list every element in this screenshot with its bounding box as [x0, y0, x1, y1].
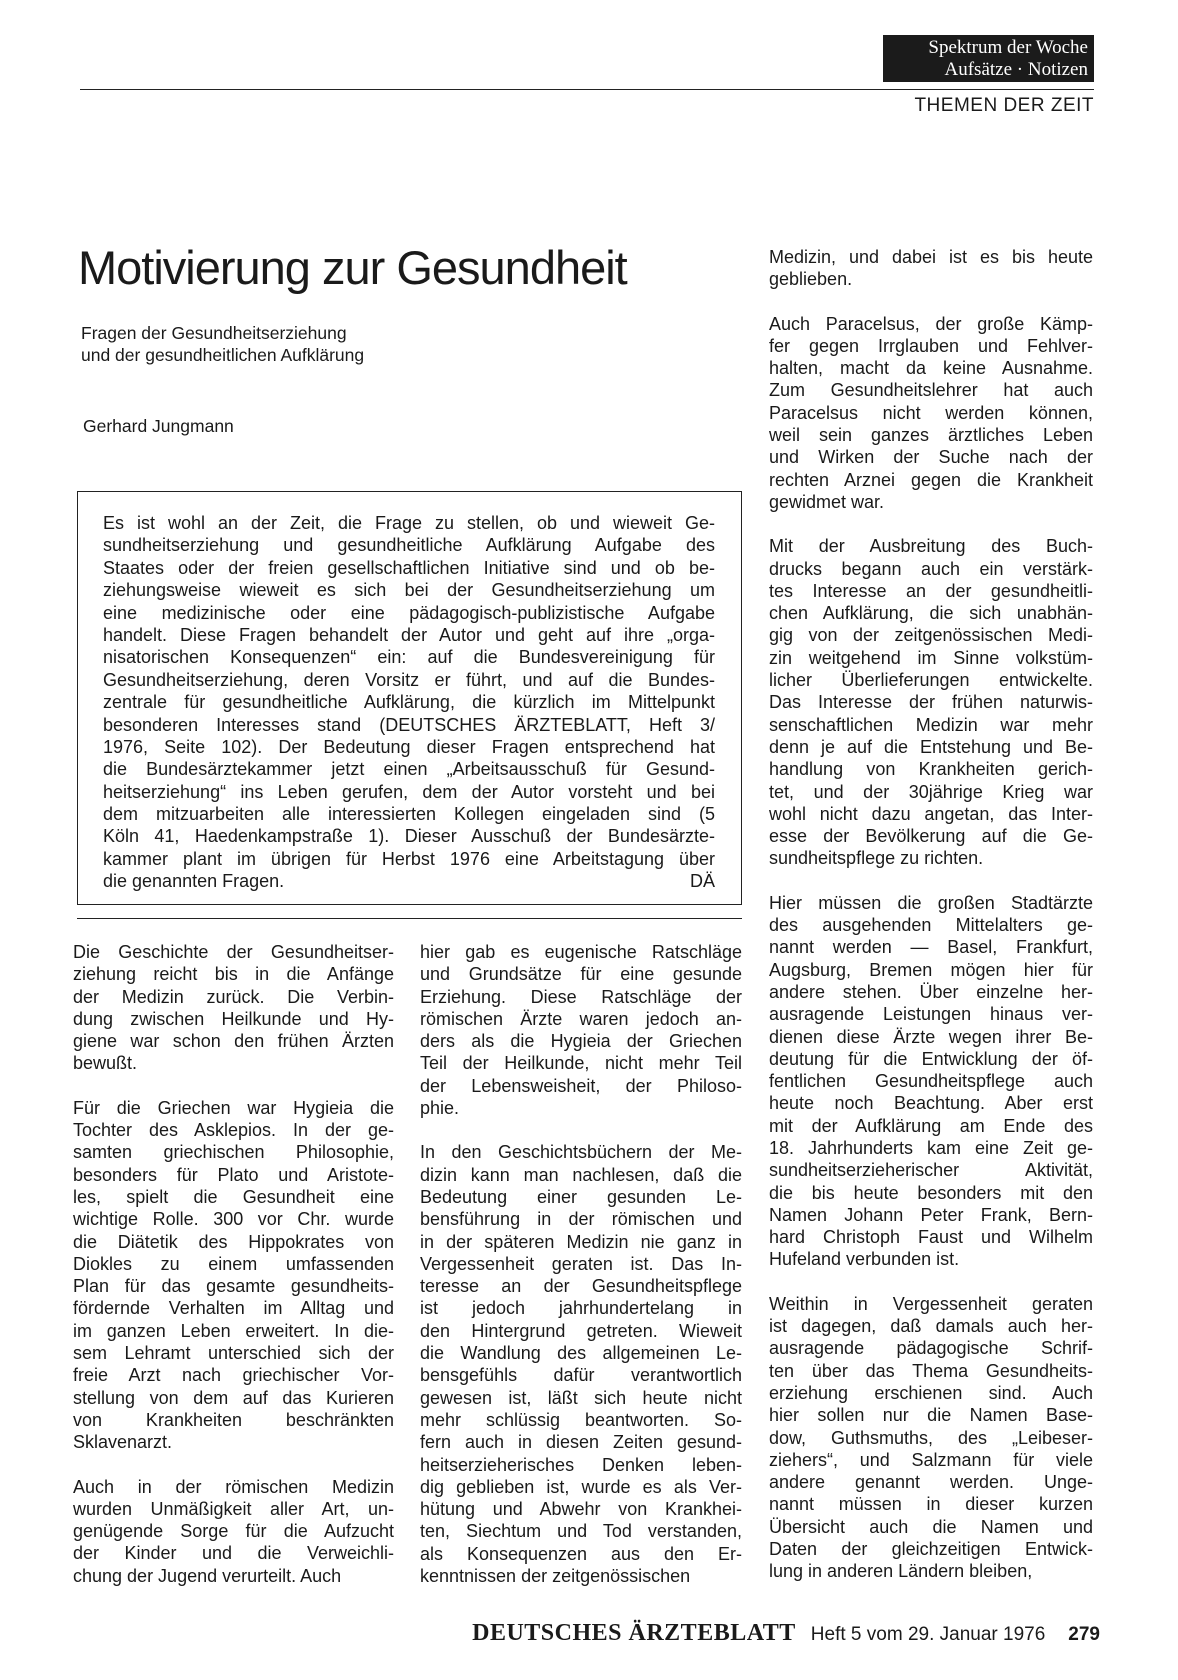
- text-line: wohl nicht dazu angetan, das Inter-: [769, 803, 1093, 824]
- text-line: ist jedoch jahrhundertelang in: [420, 1298, 742, 1319]
- text-line: gig von der zeitgenössischen Medi-: [769, 625, 1093, 646]
- text-line: sundheitspflege zu richten.: [769, 848, 984, 869]
- abstract-line: Staates oder der freien gesellschaftlichen Initiative sind und ob be-: [103, 557, 715, 578]
- text-line: Weithin in Vergessenheit geraten: [769, 1293, 1093, 1314]
- text-line: ausragende pädagogische Schrif-: [769, 1338, 1093, 1359]
- text-line: hier gab es eugenische Ratschläge: [420, 942, 742, 962]
- paragraph: [769, 1293, 1093, 1583]
- text-line: andere stehen. Über einzelne her-: [769, 981, 1093, 1002]
- journal-name: DEUTSCHES ÄRZTEBLATT: [472, 1620, 796, 1646]
- text-line: freie Arzt nach griechischer Vor-: [73, 1365, 394, 1386]
- abstract-line: besonderen Interesses stand (DEUTSCHES ÄRZTEBLATT, Heft 3/: [103, 714, 715, 735]
- text-line: wurden Unmäßigkeit aller Art, un-: [73, 1498, 394, 1519]
- text-line: römischen Ärzte waren jedoch an-: [420, 1008, 742, 1029]
- text-line: im ganzen Leben erweitert. In die-: [73, 1320, 394, 1341]
- text-line: dung zwischen Heilkunde und Hy-: [73, 1008, 394, 1029]
- text-line: mit der Aufklärung am Ende des: [769, 1115, 1093, 1136]
- paragraph: [769, 892, 1093, 1271]
- paragraph: [420, 1141, 742, 1587]
- text-line: genügende Sorge für die Aufzucht: [73, 1521, 394, 1542]
- text-line: der Lebensweisheit, der Philoso-: [420, 1075, 742, 1096]
- text-line: teresse an der Gesundheitspflege: [420, 1276, 742, 1297]
- text-line: handlung von Krankheiten gerich-: [769, 759, 1093, 780]
- body-column-1: [73, 941, 394, 1609]
- abstract-line: dem mitzuarbeiten alle interessierten Kollegen eingeladen sind (5: [103, 804, 715, 825]
- text-line: bensführung in der römischen und: [420, 1209, 742, 1230]
- page-number: 279: [1068, 1624, 1100, 1645]
- text-line: dow, Guthsmuths, des „Leibeser-: [769, 1427, 1093, 1448]
- text-line: giene war schon den frühen Ärzten: [73, 1031, 394, 1052]
- text-line: die bis heute besonders mit den: [769, 1182, 1093, 1203]
- text-line: fentlichen Gesundheitspflege auch: [769, 1071, 1093, 1092]
- text-line: bewußt.: [73, 1053, 138, 1074]
- text-line: Mit der Ausbreitung des Buch-: [769, 536, 1093, 557]
- text-line: chen Aufklärung, die sich unabhän-: [769, 603, 1093, 624]
- text-line: die Diätetik des Hippokrates von: [73, 1231, 394, 1252]
- text-line: Erziehung. Diese Ratschläge der: [420, 986, 742, 1007]
- text-line: von Krankheiten beschränkten: [73, 1409, 394, 1430]
- text-line: halten, macht da keine Ausnahme.: [769, 358, 1093, 379]
- text-line: In den Geschichtsbüchern der Me-: [420, 1142, 742, 1163]
- text-line: andere genannt werden. Unge-: [769, 1472, 1093, 1493]
- article-subtitle: [81, 322, 364, 366]
- section-label: THEMEN DER ZEIT: [914, 95, 1094, 116]
- abstract-line: kammer plant im übrigen für Herbst 1976 eine Arbeitstagung über: [103, 848, 715, 869]
- text-line: Das Interesse der frühen naturwis-: [769, 692, 1093, 713]
- text-line: ausragende Leistungen hinaus ver-: [769, 1004, 1093, 1025]
- text-line: drucks begann auch ein verstärk-: [769, 558, 1093, 579]
- abstract-line: heitserziehung“ ins Leben gerufen, dem der Autor vorsteht und bei: [103, 781, 715, 802]
- abstract-bottom-rule: [77, 918, 742, 919]
- text-line: und Grundsätze für eine gesunde: [420, 964, 742, 985]
- text-line: dig geblieben ist, wurde es als Ver-: [420, 1476, 742, 1497]
- text-line: chung der Jugend verurteilt. Auch: [73, 1565, 342, 1586]
- text-line: sem Lehramt unterschied sich der: [73, 1343, 394, 1364]
- paragraph: [769, 313, 1093, 514]
- abstract-line: sundheitserziehung und gesundheitliche Aufklärung Aufgabe des: [103, 535, 715, 556]
- text-line: hier sollen nur die Namen Base-: [769, 1405, 1093, 1426]
- text-line: geblieben.: [769, 269, 853, 290]
- abstract-line: 1976, Seite 102). Der Bedeutung dieser Fragen entsprechend hat: [103, 736, 715, 757]
- text-line: nannt müssen in dieser kurzen: [769, 1494, 1093, 1515]
- text-line: Für die Griechen war Hygieia die: [73, 1097, 394, 1118]
- text-line: les, spielt die Gesundheit eine: [73, 1186, 394, 1207]
- paragraph: [769, 535, 1093, 869]
- text-line: ten über das Thema Gesundheits-: [769, 1360, 1093, 1381]
- abstract-line: Es ist wohl an der Zeit, die Frage zu stellen, ob und wieweit Ge-: [103, 513, 715, 533]
- text-line: phie.: [420, 1098, 460, 1119]
- text-line: kenntnissen der zeitgenössischen: [420, 1566, 691, 1587]
- paragraph: [420, 941, 742, 1119]
- text-line: ist dagegen, daß damals auch her-: [769, 1316, 1093, 1337]
- abstract-line: Köln 41, Haedenkampstraße 1). Dieser Ausschuß der Bundesärzte-: [103, 826, 715, 847]
- section-badge: [883, 35, 1094, 82]
- text-line: esse der Bevölkerung auf die Ge-: [769, 826, 1093, 847]
- text-line: 18. Jahrhunderts kam eine Zeit ge-: [769, 1137, 1093, 1158]
- abstract-signature: DÄ: [689, 871, 715, 892]
- paragraph: [73, 1097, 394, 1454]
- text-line: ders als die Hygieia der Griechen: [420, 1031, 742, 1052]
- text-line: erziehung erschienen sind. Auch: [769, 1382, 1093, 1403]
- abstract-line: Gesundheitserziehung, deren Vorsitz er führt, und auf die Bundes-: [103, 669, 715, 690]
- text-line: gewidmet war.: [769, 491, 885, 512]
- text-line: tes Interesse an der gesundheitli-: [769, 580, 1093, 601]
- abstract-line: handelt. Diese Fragen behandelt der Autor und geht auf ihre „orga-: [103, 624, 715, 645]
- text-line: den Hintergrund getreten. Wieweit: [420, 1320, 742, 1341]
- text-line: Medizin, und dabei ist es bis heute: [769, 247, 1093, 267]
- text-line: der Medizin zurück. Die Verbin-: [73, 986, 394, 1007]
- text-line: weil sein ganzes ärztliches Leben: [769, 425, 1093, 446]
- text-line: tet, und der 30jährige Krieg war: [769, 781, 1093, 802]
- issue-info: Heft 5 vom 29. Januar 1976: [810, 1624, 1046, 1645]
- paragraph: [769, 246, 1093, 291]
- paragraph: [73, 941, 394, 1075]
- text-line: fördernde Verhalten im Alltag und: [73, 1298, 394, 1319]
- badge-line-1: Spektrum der Woche: [928, 37, 1088, 58]
- text-line: wichtige Rolle. 300 vor Chr. wurde: [73, 1209, 394, 1230]
- text-line: Diokles zu einem umfassenden: [73, 1253, 394, 1274]
- text-line: die Wandlung des allgemeinen Le-: [420, 1343, 742, 1364]
- page-footer: [472, 1620, 1100, 1647]
- article-title: Motivierung zur Gesundheit: [78, 241, 627, 294]
- text-line: ziehung reicht bis in die Anfänge: [73, 964, 394, 985]
- text-line: Übersicht auch die Namen und: [769, 1516, 1093, 1537]
- text-line: Zum Gesundheitslehrer hat auch: [769, 380, 1093, 401]
- text-line: Hier müssen die großen Stadtärzte: [769, 892, 1093, 913]
- text-line: zin weitgehend im Sinne volkstüm-: [769, 647, 1093, 668]
- text-line: Vergessenheit geraten ist. Das In-: [420, 1253, 742, 1274]
- text-line: Die Geschichte der Gesundheitser-: [73, 942, 394, 962]
- text-line: hard Christoph Faust und Wilhelm: [769, 1227, 1093, 1248]
- text-line: sundheitserzieherischer Aktivität,: [769, 1160, 1093, 1181]
- body-column-2: [420, 941, 742, 1609]
- text-line: ziehers“, und Salzmann für viele: [769, 1449, 1093, 1470]
- text-line: Sklavenarzt.: [73, 1432, 173, 1453]
- text-line: mehr schlüssig beantworten. So-: [420, 1409, 742, 1430]
- text-line: und Wirken der Suche nach der: [769, 447, 1093, 468]
- subtitle-line-1: Fragen der Gesundheitserziehung: [81, 323, 347, 343]
- text-line: gewesen ist, läßt sich heute nicht: [420, 1387, 742, 1408]
- text-line: heitserzieherisches Denken leben-: [420, 1454, 742, 1475]
- text-line: dizin kann man nachlesen, daß die: [420, 1164, 742, 1185]
- text-line: fern auch in diesen Zeiten gesund-: [420, 1432, 742, 1453]
- text-line: rechten Arznei gegen die Krankheit: [769, 469, 1093, 490]
- text-line: Auch Paracelsus, der große Kämp-: [769, 313, 1093, 334]
- text-line: nannt werden — Basel, Frankfurt,: [769, 937, 1093, 958]
- text-line: fer gegen Irrglauben und Fehlver-: [769, 335, 1093, 356]
- body-column-3: [769, 246, 1093, 1605]
- header-rule: [80, 89, 1094, 90]
- article-author: Gerhard Jungmann: [83, 416, 234, 436]
- text-line: Namen Johann Peter Frank, Bern-: [769, 1204, 1093, 1225]
- text-line: bensgefühls dafür verantwortlich: [420, 1365, 742, 1386]
- text-line: samten griechischen Philosophie,: [73, 1142, 394, 1163]
- text-line: deutung für die Entwicklung der öf-: [769, 1048, 1093, 1069]
- text-line: hütung und Abwehr von Krankhei-: [420, 1499, 742, 1520]
- text-line: Daten der gleichzeitigen Entwick-: [769, 1539, 1093, 1560]
- subtitle-line-2: und der gesundheitlichen Aufklärung: [81, 345, 365, 365]
- text-line: denn je auf die Entstehung und Be-: [769, 736, 1093, 757]
- text-line: Paracelsus nicht werden können,: [769, 402, 1093, 423]
- abstract-line: zentrale für gesundheitliche Aufklärung, die kürzlich im Mittelpunkt: [103, 692, 715, 713]
- abstract-line: [103, 870, 715, 892]
- text-line: Hufeland verbunden ist.: [769, 1249, 960, 1270]
- text-line: stellung von dem auf das Kurieren: [73, 1387, 394, 1408]
- abstract-line: die Bundesärztekammer jetzt einen „Arbeitsausschuß für Gesund-: [103, 759, 715, 780]
- text-line: licher Überlieferungen entwickelte.: [769, 670, 1093, 691]
- text-line: senschaftlichen Medizin war mehr: [769, 714, 1093, 735]
- abstract-last-line: die genannten Fragen.: [103, 871, 285, 892]
- text-line: Plan für das gesamte gesundheits-: [73, 1276, 394, 1297]
- text-line: dienen diese Ärzte wegen ihrer Be-: [769, 1026, 1093, 1047]
- text-line: heute noch Beachtung. Aber erst: [769, 1093, 1093, 1114]
- text-line: Teil der Heilkunde, nicht mehr Teil: [420, 1053, 742, 1074]
- text-line: in der späteren Medizin nie ganz in: [420, 1231, 742, 1252]
- text-line: Augsburg, Bremen mögen hier für: [769, 959, 1093, 980]
- paragraph: [73, 1476, 394, 1587]
- text-line: der Kinder und die Verweichli-: [73, 1543, 394, 1564]
- text-line: besonders für Plato und Aristote-: [73, 1164, 394, 1185]
- badge-line-2: Aufsätze · Notizen: [944, 59, 1088, 80]
- text-line: Tochter des Asklepios. In der ge-: [73, 1120, 394, 1141]
- abstract-line: ziehungsweise wieweit es sich bei der Gesundheitserziehung um: [103, 580, 715, 601]
- text-line: ten, Siechtum und Tod verstanden,: [420, 1521, 742, 1542]
- abstract-text: [103, 512, 715, 893]
- text-line: als Konsequenzen aus den Er-: [420, 1543, 742, 1564]
- abstract-line: nisatorischen Konsequenzen“ ein: auf die Bundesvereinigung für: [103, 647, 715, 668]
- text-line: Auch in der römischen Medizin: [73, 1476, 394, 1497]
- text-line: des ausgehenden Mittelalters ge-: [769, 915, 1093, 936]
- text-line: lung in anderen Ländern bleiben,: [769, 1561, 1033, 1582]
- abstract-line: eine medizinische oder eine pädagogisch-publizistische Aufgabe: [103, 602, 715, 623]
- text-line: Bedeutung einer gesunden Le-: [420, 1186, 742, 1207]
